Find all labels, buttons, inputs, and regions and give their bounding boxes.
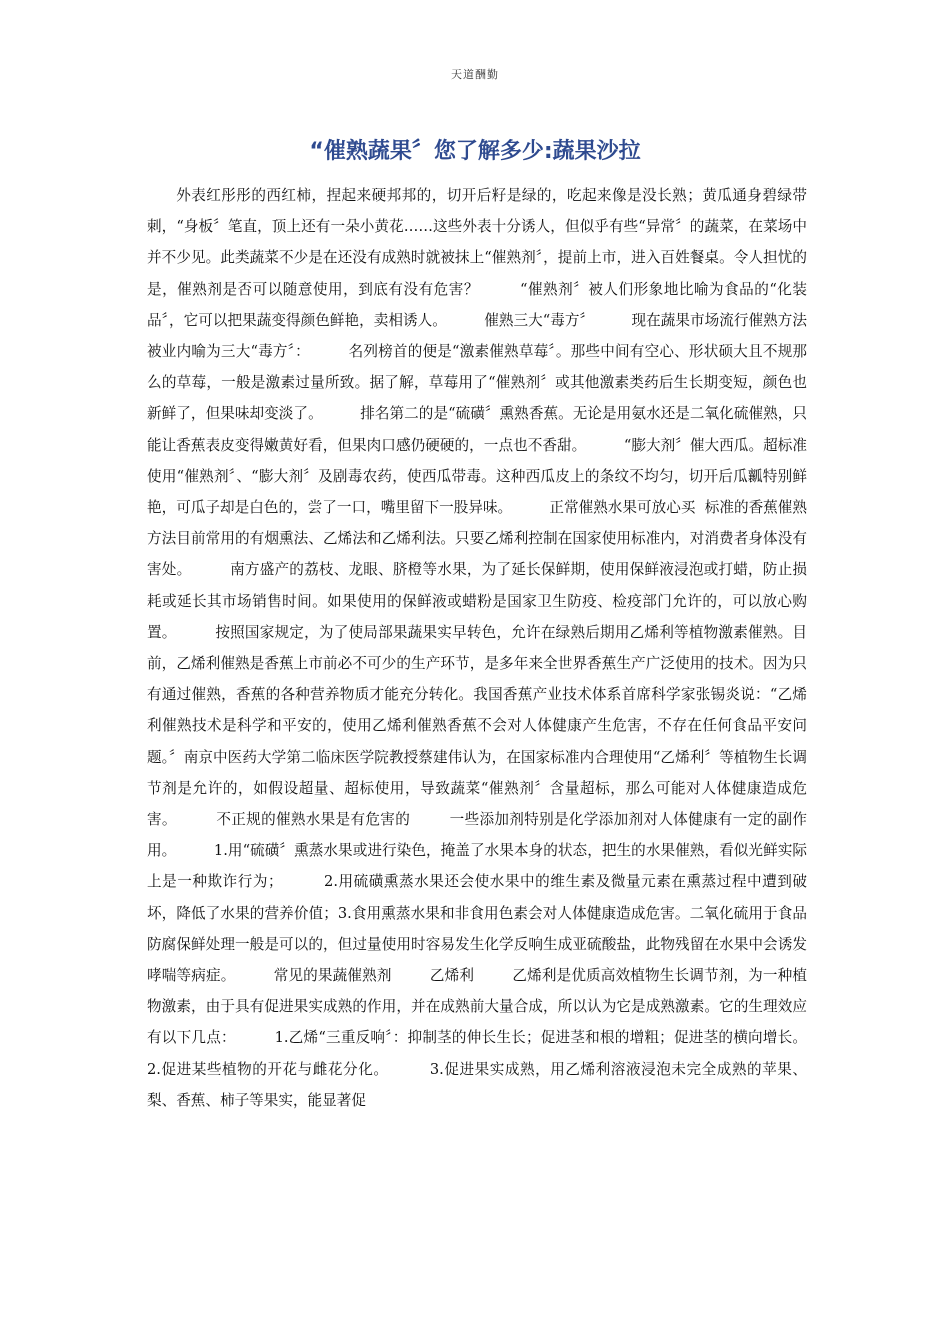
article-body: 外表红彤彤的西红柿，捏起来硬邦邦的，切开后籽是绿的，吃起来像是没长熟；黄瓜通身碧绿带刺，“身板〞笔直，顶上还有一朵小黄花……这些外表十分诱人，但似乎有些“异常〞的蔬菜，在菜场中并不少见。此类蔬菜不少是在还没有成熟时就被抹上“催熟剂〞，提前上市，进入百姓餐桌。令人担忧的是，催熟剂是否可以随意使用，到底有没有危害？ “催熟剂〞被人们形象地比喻为食品的“化装品〞，它可以把果蔬变得颜色鲜艳，卖相诱人。 催熟三大“毒方〞 现在蔬果市场流行催熟方法被业内喻为三大“毒方〞： 名列榜首的便是“激素催熟草莓〞。那些中间有空心、形状硕大且不规那么的草莓，一般是激素过量所致。据了解，草莓用了“催熟剂〞或其他激素类药后生长期变短，颜色也新鲜了，但果味却变淡了。 排名第二的是“硫磺〞熏熟香蕉。无论是用氨水还是二氧化硫催熟，只能让香蕉表皮变得嫩黄好看，但果肉口感仍硬硬的，一点也不香甜。 “膨大剂〞催大西瓜。超标准使用“催熟剂〞、“膨大剂〞及剧毒农药，使西瓜带毒。这种西瓜皮上的条纹不均匀，切开后瓜瓤特别鲜艳，可瓜子却是白色的，尝了一口，嘴里留下一股异味。 正常催熟水果可放心买 标准的香蕉催熟方法目前常用的有烟熏法、乙烯法和乙烯利法。只要乙烯利控制在国家使用标准内，对消费者身体没有害处。 南方盛产的荔枝、龙眼、脐橙等水果，为了延长保鲜期，使用保鲜液浸泡或打蜡，防止损耗或延长其市场销售时间。如果使用的保鲜液或蜡粉是国家卫生防疫、检疫部门允许的，可以放心购置。 按照国家规定，为了使局部果蔬果实早转色，允许在绿熟后期用乙烯利等植物激素催熟。目前，乙烯利催熟是香蕉上市前必不可少的生产环节，是多年来全世界香蕉生产广泛使用的技术。因为只有通过催熟，香蕉的各种营养物质才能充分转化。我国香蕉产业技术体系首席科学家张锡炎说：“乙烯利催熟技术是科学和平安的，使用乙烯利催熟香蕉不会对人体健康产生危害，不存在任何食品平安问题。〞南京中医药大学第二临床医学院教授蔡建伟认为，在国家标准内合理使用“乙烯利〞等植物生长调节剂是允许的，如假设超量、超标使用，导致蔬菜“催熟剂〞含量超标，那么可能对人体健康造成危害。 不正规的催熟水果是有危害的 一些添加剂特别是化学添加剂对人体健康有一定的副作用。 1.用“硫磺〞熏蒸水果或进行染色，掩盖了水果本身的状态，把生的水果催熟，看似光鲜实际上是一种欺诈行为； 2.用硫磺熏蒸水果还会使水果中的维生素及微量元素在熏蒸过程中遭到破坏，降低了水果的营养价值；3.食用熏蒸水果和非食用色素会对人体健康造成危害。二氧化硫用于食品防腐保鲜处理一般是可以的，但过量使用时容易发生化学反响生成亚硫酸盐，此物残留在水果中会诱发哮喘等病症。 常见的果蔬催熟剂 乙烯利 乙烯利是优质高效植物生长调节剂，为一种植物激素，由于具有促进果实成熟的作用，并在成熟前大量合成，所以认为它是成熟激素。它的生理效应有以下几点： 1.乙烯“三重反响〞：抑制茎的伸长生长；促进茎和根的增粗；促进茎的横向增长。 2.促进某些植物的开花与雌花分化。 3.促进果实成熟，用乙烯利溶液浸泡未完全成熟的苹果、梨、香蕉、柿子等果实，能显著促 [147,187,845,1109]
page-header: 天道酬勤 [451,68,499,81]
document-title: “催熟蔬果〞您了解多少:蔬果沙拉 [309,139,641,164]
